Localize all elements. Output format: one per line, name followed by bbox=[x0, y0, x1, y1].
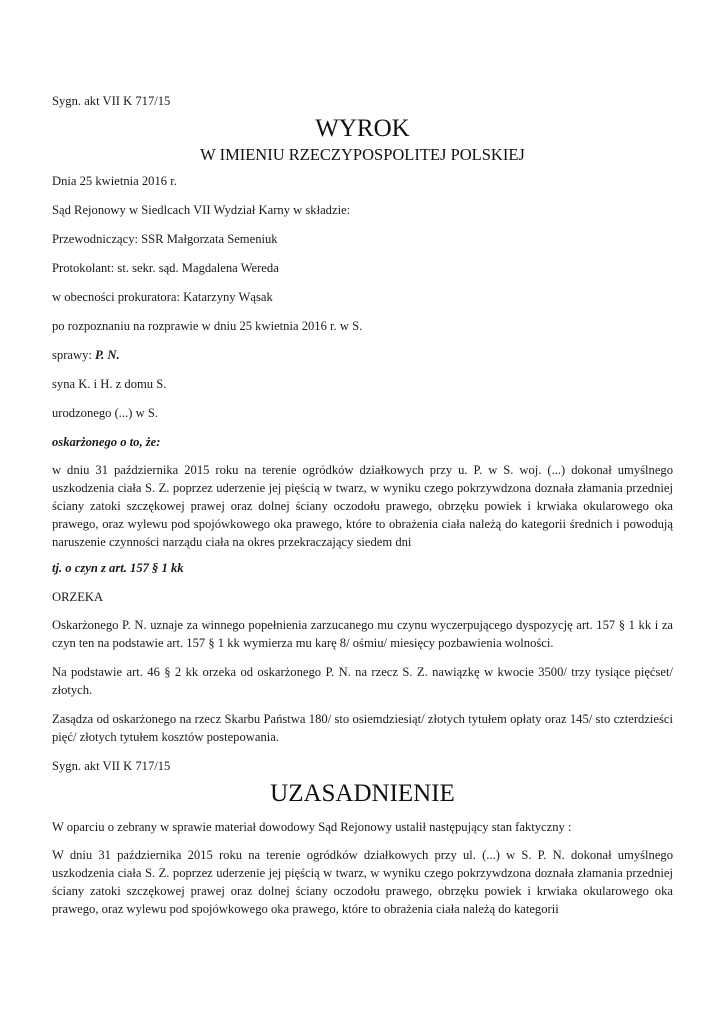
case-name: P. N. bbox=[95, 348, 120, 362]
verdict-subtitle: W IMIENIU RZECZYPOSPOLITEJ POLSKIEJ bbox=[200, 145, 525, 164]
date-line: Dnia 25 kwietnia 2016 r. bbox=[52, 174, 177, 188]
orzeka-heading: ORZEKA bbox=[52, 590, 104, 604]
case-line bbox=[52, 346, 120, 364]
accused-heading: oskarżonego o to, że: bbox=[52, 435, 161, 449]
son-line: syna K. i H. z domu S. bbox=[52, 377, 167, 391]
verdict-title: WYROK bbox=[315, 115, 410, 142]
clerk-line: Protokolant: st. sekr. sąd. Magdalena Wereda bbox=[52, 261, 279, 275]
justification-title: UZASADNIENIE bbox=[270, 780, 455, 807]
born-line: urodzonego (...) w S. bbox=[52, 406, 158, 420]
chair-line: Przewodniczący: SSR Małgorzata Semeniuk bbox=[52, 232, 278, 246]
verdict-paragraph-2: Na podstawie art. 46 § 2 kk orzeka od oskarżonego P. N. na rzecz S. Z. nawiązkę w kwocie 3500/ trzy tysiące pięćset/ złotych. bbox=[52, 665, 673, 697]
case-signature-top: Sygn. akt VII K 717/15 bbox=[52, 94, 171, 108]
verdict-paragraph-1: Oskarżonego P. N. uznaje za winnego popełnienia zarzucanego mu czynu wyczerpującego dyspozycję art. 157 § 1 kk i za czyn ten na podstawie art. 157 § 1 kk wymierza mu karę 8/ ośmiu/ miesięcy pozbawienia wolności. bbox=[52, 618, 673, 650]
justification-intro: W oparciu o zebrany w sprawie materiał dowodowy Sąd Rejonowy ustalił następujący stan faktyczny : bbox=[52, 820, 572, 834]
case-signature-bottom: Sygn. akt VII K 717/15 bbox=[52, 759, 171, 773]
justification-paragraph: W dniu 31 października 2015 roku na terenie ogródków działkowych przy ul. (...) w S. P. N. dokonał umyślnego uszkodzenia ciała S. Z. poprzez uderzenie jej pięścią w twarz, w wyniku czego pokrzywdzona doznała złamania przedniej ściany zatoki szczękowej prawej oraz dolnej ściany oczodołu prawego, obrzęku powiek i krwiaka okularowego oka prawego, oraz wylewu pod spojówkowego oka prawego, które to obrażenia ciała należą do kategorii bbox=[52, 848, 673, 916]
case-prefix: sprawy: bbox=[52, 348, 96, 362]
hearing-line: po rozpoznaniu na rozprawie w dniu 25 kwietnia 2016 r. w S. bbox=[52, 319, 363, 333]
prosecutor-line: w obecności prokuratora: Katarzyny Wąsak bbox=[52, 290, 273, 304]
charge-paragraph: w dniu 31 października 2015 roku na terenie ogródków działkowych przy u. P. w S. woj. (...) dokonał umyślnego uszkodzenia ciała S. Z. poprzez uderzenie jej pięścią w twarz, w wyniku czego pokrzywdzona doznała złamania przedniej ściany zatoki szczękowej prawej oraz dolnej ściany oczodołu prawego, obrzęku powiek i krwiaka okularowego oka prawego, oraz wylewu pod spojówkowego oka prawego, które to obrażenia ciała należą do kategorii średnich i powodują naruszenie czynności narządu ciała na okres przekraczający siedem dni bbox=[52, 463, 673, 549]
article-line: tj. o czyn z art. 157 § 1 kk bbox=[52, 561, 184, 575]
court-line: Sąd Rejonowy w Siedlcach VII Wydział Karny w składzie: bbox=[52, 203, 351, 217]
verdict-paragraph-3: Zasądza od oskarżonego na rzecz Skarbu Państwa 180/ sto osiemdziesiąt/ złotych tytułem opłaty oraz 145/ sto czterdzieści pięć/ złotych tytułem kosztów postepowania. bbox=[52, 712, 673, 744]
